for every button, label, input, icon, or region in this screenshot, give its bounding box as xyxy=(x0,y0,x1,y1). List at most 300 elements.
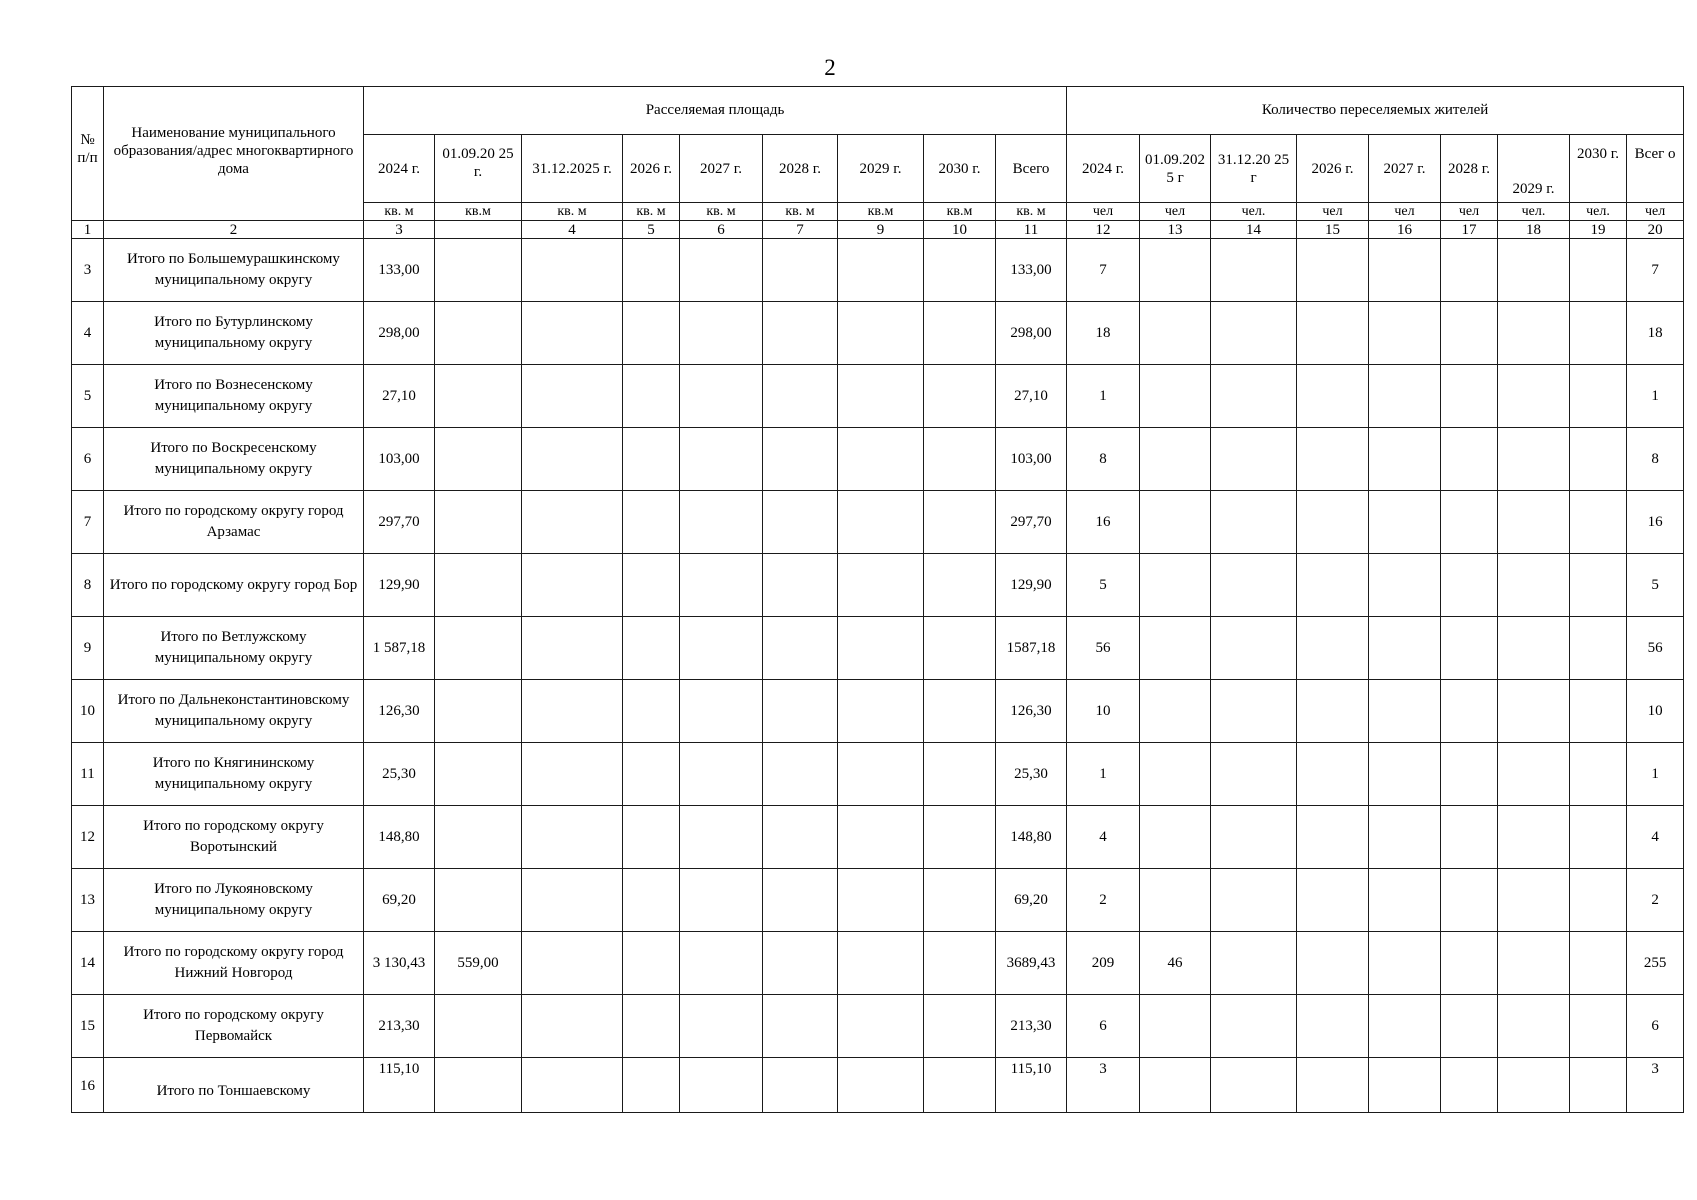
residents-empty-cell xyxy=(1211,680,1297,743)
row-name: Итого по городскому округу Первомайск xyxy=(104,995,364,1058)
header-col-number: 17 xyxy=(1441,221,1498,239)
header-area-col: 2024 г. xyxy=(364,135,435,203)
residents-empty-cell xyxy=(1498,617,1570,680)
area-empty-cell xyxy=(763,365,838,428)
table-row xyxy=(72,428,1684,491)
header-col-number: 9 xyxy=(838,221,924,239)
header-col-number: 16 xyxy=(1369,221,1441,239)
residents-empty-cell xyxy=(1211,554,1297,617)
area-empty-cell xyxy=(680,995,763,1058)
residents-empty-cell xyxy=(1498,554,1570,617)
residents-empty-cell xyxy=(1297,995,1369,1058)
residents-empty-cell xyxy=(1369,932,1441,995)
header-area-unit: кв. м xyxy=(680,203,763,221)
residents-2024: 3 xyxy=(1067,1058,1140,1113)
area-empty-cell xyxy=(522,365,623,428)
residents-2024: 7 xyxy=(1067,239,1140,302)
area-empty-cell xyxy=(522,995,623,1058)
table-row xyxy=(72,302,1684,365)
area-2024: 103,00 xyxy=(364,428,435,491)
residents-2024: 10 xyxy=(1067,680,1140,743)
area-empty-cell xyxy=(838,365,924,428)
row-name: Итого по Вознесенскому муниципальному округу xyxy=(104,365,364,428)
area-2024: 115,10 xyxy=(364,1058,435,1113)
residents-01-09-2025 xyxy=(1140,680,1211,743)
residents-empty-cell xyxy=(1297,239,1369,302)
header-area-col: 2027 г. xyxy=(680,135,763,203)
residents-total: 7 xyxy=(1627,239,1684,302)
area-2024: 298,00 xyxy=(364,302,435,365)
area-2024: 129,90 xyxy=(364,554,435,617)
residents-total: 1 xyxy=(1627,365,1684,428)
area-empty-cell xyxy=(924,806,996,869)
residents-empty-cell xyxy=(1369,995,1441,1058)
residents-empty-cell xyxy=(1498,743,1570,806)
row-name: Итого по Тоншаевскому xyxy=(104,1058,364,1113)
table-row xyxy=(72,680,1684,743)
row-name: Итого по городскому округу Воротынский xyxy=(104,806,364,869)
residents-total: 56 xyxy=(1627,617,1684,680)
row-name: Итого по Ветлужскому муниципальному округу xyxy=(104,617,364,680)
area-empty-cell xyxy=(623,995,680,1058)
area-total: 126,30 xyxy=(996,680,1067,743)
area-01-09-2025 xyxy=(435,428,522,491)
area-empty-cell xyxy=(924,932,996,995)
header-col-number: 6 xyxy=(680,221,763,239)
area-empty-cell xyxy=(838,1058,924,1113)
header-residents-unit: чел. xyxy=(1211,203,1297,221)
header-residents-col: Всег о xyxy=(1627,135,1684,203)
residents-empty-cell xyxy=(1570,239,1627,302)
residents-empty-cell xyxy=(1441,743,1498,806)
area-empty-cell xyxy=(924,617,996,680)
residents-empty-cell xyxy=(1570,995,1627,1058)
area-empty-cell xyxy=(623,680,680,743)
area-total: 148,80 xyxy=(996,806,1067,869)
area-empty-cell xyxy=(623,932,680,995)
table-header xyxy=(72,87,1684,239)
residents-01-09-2025 xyxy=(1140,743,1211,806)
header-col-number: 14 xyxy=(1211,221,1297,239)
header-col-number: 20 xyxy=(1627,221,1684,239)
area-empty-cell xyxy=(522,617,623,680)
area-01-09-2025 xyxy=(435,743,522,806)
residents-empty-cell xyxy=(1211,1058,1297,1113)
residents-empty-cell xyxy=(1297,365,1369,428)
residents-empty-cell xyxy=(1369,1058,1441,1113)
header-area-col: 2030 г. xyxy=(924,135,996,203)
area-empty-cell xyxy=(623,806,680,869)
residents-empty-cell xyxy=(1297,680,1369,743)
residents-empty-cell xyxy=(1441,491,1498,554)
residents-total: 1 xyxy=(1627,743,1684,806)
header-residents-unit: чел xyxy=(1297,203,1369,221)
area-01-09-2025 xyxy=(435,617,522,680)
header-col-name: Наименование муниципального образования/адрес многоквартирного дома xyxy=(104,87,364,221)
residents-empty-cell xyxy=(1211,428,1297,491)
residents-empty-cell xyxy=(1570,806,1627,869)
header-residents-col: 2029 г. xyxy=(1498,135,1570,203)
residents-empty-cell xyxy=(1211,743,1297,806)
area-2024: 133,00 xyxy=(364,239,435,302)
area-empty-cell xyxy=(763,743,838,806)
area-empty-cell xyxy=(763,554,838,617)
header-area-unit: кв. м xyxy=(763,203,838,221)
area-empty-cell xyxy=(522,932,623,995)
header-residents-col: 2028 г. xyxy=(1441,135,1498,203)
area-empty-cell xyxy=(838,428,924,491)
header-col-number: 10 xyxy=(924,221,996,239)
area-empty-cell xyxy=(680,428,763,491)
residents-2024: 1 xyxy=(1067,743,1140,806)
residents-empty-cell xyxy=(1570,869,1627,932)
area-empty-cell xyxy=(680,365,763,428)
area-2024: 213,30 xyxy=(364,995,435,1058)
area-empty-cell xyxy=(522,743,623,806)
residents-01-09-2025 xyxy=(1140,869,1211,932)
header-col-number: 3 xyxy=(364,221,435,239)
residents-empty-cell xyxy=(1498,806,1570,869)
area-empty-cell xyxy=(680,932,763,995)
header-area-unit: кв. м xyxy=(623,203,680,221)
row-name: Итого по городскому округу город Нижний Новгород xyxy=(104,932,364,995)
area-empty-cell xyxy=(838,239,924,302)
row-name: Итого по Воскресенскому муниципальному округу xyxy=(104,428,364,491)
header-col-number: 1 xyxy=(72,221,104,239)
residents-empty-cell xyxy=(1211,491,1297,554)
area-empty-cell xyxy=(763,1058,838,1113)
area-empty-cell xyxy=(680,680,763,743)
header-residents-col: 2026 г. xyxy=(1297,135,1369,203)
header-residents-unit: чел xyxy=(1627,203,1684,221)
residents-total: 3 xyxy=(1627,1058,1684,1113)
header-area-unit: кв.м xyxy=(924,203,996,221)
area-empty-cell xyxy=(924,680,996,743)
area-01-09-2025 xyxy=(435,869,522,932)
area-01-09-2025 xyxy=(435,806,522,869)
area-empty-cell xyxy=(838,995,924,1058)
residents-empty-cell xyxy=(1369,617,1441,680)
row-number: 16 xyxy=(72,1058,104,1113)
area-2024: 1 587,18 xyxy=(364,617,435,680)
header-group-residents: Количество переселяемых жителей xyxy=(1067,87,1684,135)
area-empty-cell xyxy=(680,869,763,932)
area-01-09-2025: 559,00 xyxy=(435,932,522,995)
residents-empty-cell xyxy=(1441,428,1498,491)
area-empty-cell xyxy=(763,995,838,1058)
area-2024: 69,20 xyxy=(364,869,435,932)
row-number: 6 xyxy=(72,428,104,491)
residents-01-09-2025 xyxy=(1140,302,1211,365)
residents-01-09-2025 xyxy=(1140,365,1211,428)
area-empty-cell xyxy=(924,239,996,302)
header-col-no: № п/п xyxy=(72,87,104,221)
residents-2024: 18 xyxy=(1067,302,1140,365)
table-row xyxy=(72,365,1684,428)
row-name: Итого по городскому округу город Арзамас xyxy=(104,491,364,554)
residents-empty-cell xyxy=(1211,806,1297,869)
residents-empty-cell xyxy=(1570,932,1627,995)
residents-total: 6 xyxy=(1627,995,1684,1058)
area-empty-cell xyxy=(680,806,763,869)
area-empty-cell xyxy=(522,428,623,491)
header-residents-unit: чел. xyxy=(1570,203,1627,221)
area-total: 3689,43 xyxy=(996,932,1067,995)
residents-empty-cell xyxy=(1369,239,1441,302)
area-empty-cell xyxy=(623,428,680,491)
row-number: 10 xyxy=(72,680,104,743)
residents-empty-cell xyxy=(1570,428,1627,491)
residents-total: 10 xyxy=(1627,680,1684,743)
row-number: 14 xyxy=(72,932,104,995)
residents-empty-cell xyxy=(1297,932,1369,995)
residents-2024: 2 xyxy=(1067,869,1140,932)
header-residents-col: 31.12.20 25 г xyxy=(1211,135,1297,203)
area-01-09-2025 xyxy=(435,365,522,428)
residents-empty-cell xyxy=(1369,554,1441,617)
header-col-number: 18 xyxy=(1498,221,1570,239)
area-empty-cell xyxy=(838,743,924,806)
area-empty-cell xyxy=(924,302,996,365)
area-empty-cell xyxy=(924,491,996,554)
header-col-number: 19 xyxy=(1570,221,1627,239)
header-area-unit: кв.м xyxy=(435,203,522,221)
area-empty-cell xyxy=(763,932,838,995)
residents-total: 2 xyxy=(1627,869,1684,932)
row-name: Итого по городскому округу город Бор xyxy=(104,554,364,617)
area-total: 27,10 xyxy=(996,365,1067,428)
header-col-number: 7 xyxy=(763,221,838,239)
row-number: 15 xyxy=(72,995,104,1058)
header-residents-unit: чел xyxy=(1441,203,1498,221)
header-col-number: 4 xyxy=(522,221,623,239)
table-row xyxy=(72,239,1684,302)
header-area-col: 2028 г. xyxy=(763,135,838,203)
area-2024: 297,70 xyxy=(364,491,435,554)
area-empty-cell xyxy=(623,365,680,428)
residents-total: 5 xyxy=(1627,554,1684,617)
table-row xyxy=(72,932,1684,995)
header-area-unit: кв.м xyxy=(838,203,924,221)
area-empty-cell xyxy=(680,554,763,617)
residents-empty-cell xyxy=(1498,302,1570,365)
header-area-unit: кв. м xyxy=(364,203,435,221)
area-empty-cell xyxy=(763,806,838,869)
area-empty-cell xyxy=(680,239,763,302)
row-number: 9 xyxy=(72,617,104,680)
area-01-09-2025 xyxy=(435,554,522,617)
table-row xyxy=(72,743,1684,806)
residents-empty-cell xyxy=(1369,365,1441,428)
header-residents-unit: чел. xyxy=(1498,203,1570,221)
header-residents-unit: чел xyxy=(1140,203,1211,221)
area-total: 213,30 xyxy=(996,995,1067,1058)
row-number: 5 xyxy=(72,365,104,428)
area-empty-cell xyxy=(763,302,838,365)
header-residents-col: 2024 г. xyxy=(1067,135,1140,203)
residents-01-09-2025: 46 xyxy=(1140,932,1211,995)
area-empty-cell xyxy=(838,302,924,365)
area-empty-cell xyxy=(763,680,838,743)
area-01-09-2025 xyxy=(435,302,522,365)
area-empty-cell xyxy=(763,491,838,554)
header-col-number: 12 xyxy=(1067,221,1140,239)
area-empty-cell xyxy=(924,428,996,491)
area-empty-cell xyxy=(838,806,924,869)
header-group-area: Расселяемая площадь xyxy=(364,87,1067,135)
area-01-09-2025 xyxy=(435,491,522,554)
residents-empty-cell xyxy=(1369,491,1441,554)
area-2024: 25,30 xyxy=(364,743,435,806)
row-number: 13 xyxy=(72,869,104,932)
header-area-unit: кв. м xyxy=(522,203,623,221)
residents-empty-cell xyxy=(1211,869,1297,932)
header-col-number: 15 xyxy=(1297,221,1369,239)
residents-empty-cell xyxy=(1498,491,1570,554)
header-area-unit: кв. м xyxy=(996,203,1067,221)
residents-empty-cell xyxy=(1297,806,1369,869)
residents-empty-cell xyxy=(1211,617,1297,680)
area-empty-cell xyxy=(924,995,996,1058)
residents-empty-cell xyxy=(1211,995,1297,1058)
residents-empty-cell xyxy=(1570,491,1627,554)
area-total: 25,30 xyxy=(996,743,1067,806)
area-empty-cell xyxy=(680,1058,763,1113)
residents-empty-cell xyxy=(1498,365,1570,428)
row-name: Итого по Лукояновскому муниципальному округу xyxy=(104,869,364,932)
row-name: Итого по Дальнеконстантиновскому муниципальному округу xyxy=(104,680,364,743)
residents-empty-cell xyxy=(1369,869,1441,932)
residents-empty-cell xyxy=(1211,365,1297,428)
residents-empty-cell xyxy=(1369,428,1441,491)
residents-empty-cell xyxy=(1369,302,1441,365)
area-empty-cell xyxy=(623,302,680,365)
area-empty-cell xyxy=(924,743,996,806)
residents-empty-cell xyxy=(1441,1058,1498,1113)
residents-01-09-2025 xyxy=(1140,428,1211,491)
header-area-col: Всего xyxy=(996,135,1067,203)
area-empty-cell xyxy=(924,1058,996,1113)
residents-total: 4 xyxy=(1627,806,1684,869)
header-area-col: 2029 г. xyxy=(838,135,924,203)
residents-empty-cell xyxy=(1441,239,1498,302)
area-empty-cell xyxy=(522,1058,623,1113)
area-total: 69,20 xyxy=(996,869,1067,932)
area-empty-cell xyxy=(680,743,763,806)
residents-empty-cell xyxy=(1441,554,1498,617)
area-empty-cell xyxy=(623,239,680,302)
row-number: 8 xyxy=(72,554,104,617)
residents-total: 18 xyxy=(1627,302,1684,365)
area-2024: 126,30 xyxy=(364,680,435,743)
area-01-09-2025 xyxy=(435,680,522,743)
area-empty-cell xyxy=(522,302,623,365)
residents-2024: 6 xyxy=(1067,995,1140,1058)
residents-empty-cell xyxy=(1498,869,1570,932)
residents-empty-cell xyxy=(1297,554,1369,617)
residents-empty-cell xyxy=(1441,869,1498,932)
area-empty-cell xyxy=(838,869,924,932)
area-2024: 3 130,43 xyxy=(364,932,435,995)
area-empty-cell xyxy=(763,239,838,302)
residents-empty-cell xyxy=(1498,1058,1570,1113)
area-total: 298,00 xyxy=(996,302,1067,365)
area-empty-cell xyxy=(623,1058,680,1113)
row-number: 4 xyxy=(72,302,104,365)
area-empty-cell xyxy=(623,743,680,806)
table-row xyxy=(72,617,1684,680)
row-name: Итого по Бутурлинскому муниципальному округу xyxy=(104,302,364,365)
residents-empty-cell xyxy=(1570,302,1627,365)
area-empty-cell xyxy=(623,869,680,932)
area-empty-cell xyxy=(680,491,763,554)
area-empty-cell xyxy=(924,869,996,932)
area-empty-cell xyxy=(838,554,924,617)
area-empty-cell xyxy=(522,680,623,743)
residents-empty-cell xyxy=(1211,302,1297,365)
header-residents-unit: чел xyxy=(1067,203,1140,221)
residents-01-09-2025 xyxy=(1140,239,1211,302)
table-row xyxy=(72,554,1684,617)
residents-empty-cell xyxy=(1297,302,1369,365)
residents-empty-cell xyxy=(1570,617,1627,680)
residents-empty-cell xyxy=(1369,680,1441,743)
residents-2024: 56 xyxy=(1067,617,1140,680)
residents-empty-cell xyxy=(1297,743,1369,806)
residents-01-09-2025 xyxy=(1140,491,1211,554)
row-number: 12 xyxy=(72,806,104,869)
area-total: 1587,18 xyxy=(996,617,1067,680)
residents-empty-cell xyxy=(1570,680,1627,743)
area-01-09-2025 xyxy=(435,239,522,302)
residents-empty-cell xyxy=(1570,1058,1627,1113)
resettlement-table xyxy=(71,86,1684,1113)
header-col-number: 13 xyxy=(1140,221,1211,239)
residents-2024: 209 xyxy=(1067,932,1140,995)
area-01-09-2025 xyxy=(435,995,522,1058)
residents-total: 16 xyxy=(1627,491,1684,554)
header-residents-unit: чел xyxy=(1369,203,1441,221)
residents-empty-cell xyxy=(1441,932,1498,995)
residents-empty-cell xyxy=(1498,932,1570,995)
residents-empty-cell xyxy=(1498,995,1570,1058)
header-residents-col: 2030 г. xyxy=(1570,135,1627,203)
residents-empty-cell xyxy=(1369,743,1441,806)
residents-empty-cell xyxy=(1498,239,1570,302)
residents-empty-cell xyxy=(1570,743,1627,806)
area-empty-cell xyxy=(680,302,763,365)
area-total: 129,90 xyxy=(996,554,1067,617)
area-empty-cell xyxy=(522,806,623,869)
residents-total: 8 xyxy=(1627,428,1684,491)
area-empty-cell xyxy=(522,554,623,617)
residents-empty-cell xyxy=(1441,680,1498,743)
table-row xyxy=(72,806,1684,869)
residents-empty-cell xyxy=(1570,365,1627,428)
residents-empty-cell xyxy=(1441,302,1498,365)
area-empty-cell xyxy=(623,554,680,617)
residents-01-09-2025 xyxy=(1140,617,1211,680)
residents-total: 255 xyxy=(1627,932,1684,995)
area-empty-cell xyxy=(623,491,680,554)
area-total: 103,00 xyxy=(996,428,1067,491)
row-name: Итого по Княгининскому муниципальному округу xyxy=(104,743,364,806)
area-total: 115,10 xyxy=(996,1058,1067,1113)
header-col-number: 5 xyxy=(623,221,680,239)
area-empty-cell xyxy=(763,869,838,932)
residents-01-09-2025 xyxy=(1140,1058,1211,1113)
header-residents-col: 01.09.202 5 г xyxy=(1140,135,1211,203)
